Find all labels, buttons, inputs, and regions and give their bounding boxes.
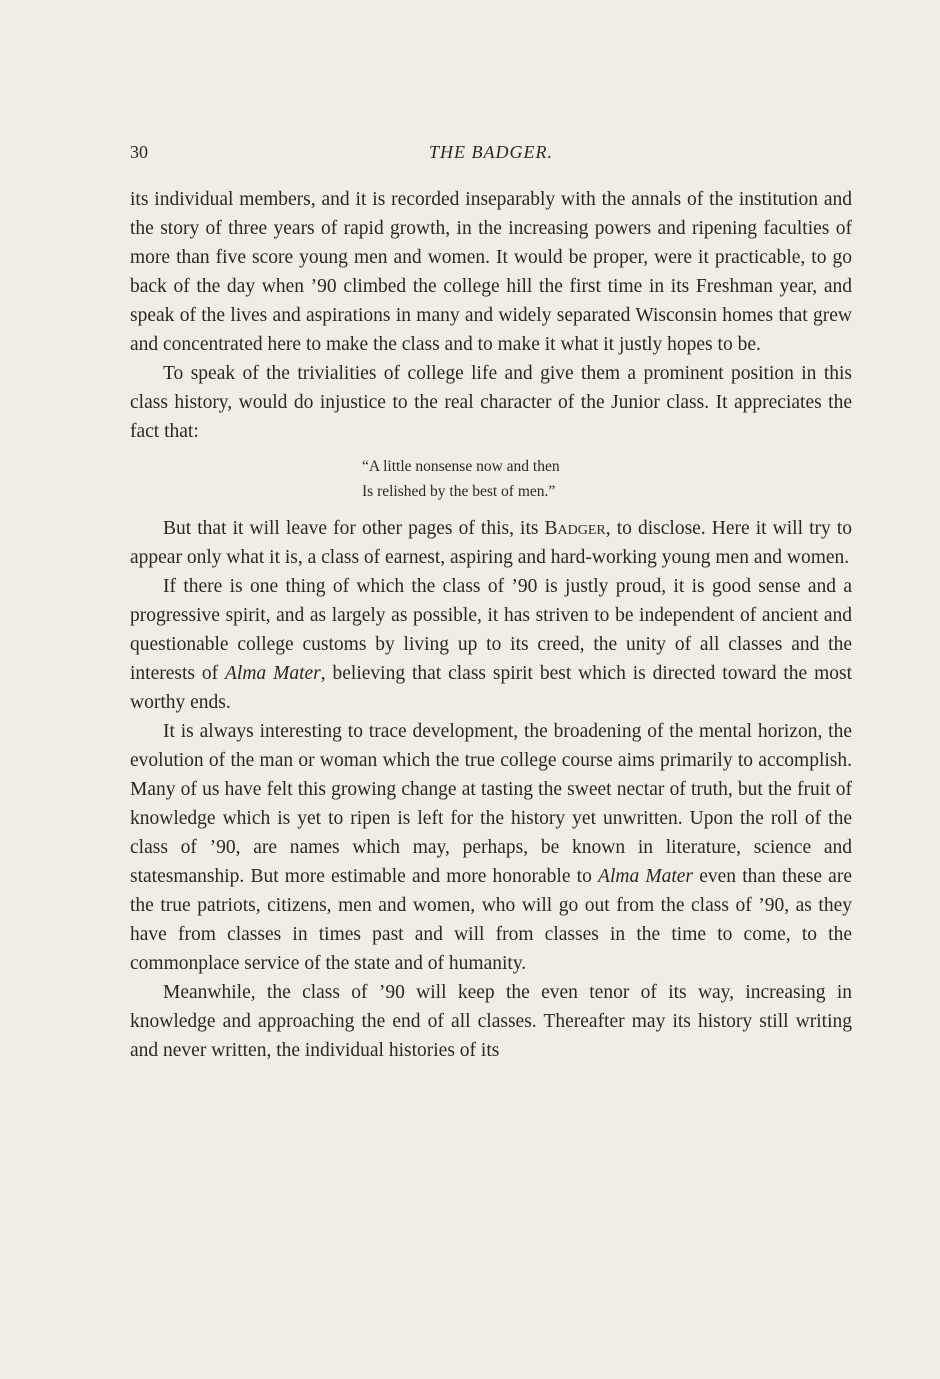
page-number: 30	[130, 142, 148, 162]
badger-title: Badger	[544, 518, 606, 539]
alma-mater-italic: Alma Mater	[225, 663, 321, 684]
paragraph-3	[130, 514, 852, 572]
paragraph-5-text-c: even than these are the true patriots, citizens, men and women, who will go out from the class of ’90, as they have from classes in times past and will from classes in the time to come, to the commonplace service of the state and of humanity.	[130, 866, 852, 974]
epigraph-line-2: Is relished by the best of men.”	[362, 483, 556, 500]
paragraph-4-text-c: , believing that class spirit best which is directed toward the most worthy ends.	[130, 663, 852, 713]
body-text	[130, 185, 852, 1065]
paragraph-4-text-a: If there is one thing of which the class of ’90 is justly proud, it is good sense and a progressive spirit, and as largely as possible, it has striven to be independent of ancient and questionable college customs by living up to its creed, the unity of all classes and the interests of	[130, 576, 852, 684]
paragraph-3-text-a: But that it will leave for other pages of this, its	[163, 518, 545, 539]
paragraph-5-text-a: It is always interesting to trace development, the broadening of the mental horizon, the evolution of the man or woman which the true college course aims primarily to accomplish. Many of us have felt this growing change at tasting the sweet nectar of truth, but the fruit of knowledge which is yet to ripen is left for the history yet unwritten. Upon the roll of the class of ’90, are names which may, perhaps, be known in literature, science and statesmanship. But more estimable and more honorable to	[130, 721, 852, 887]
paragraph-4	[130, 572, 852, 717]
paragraph-5	[130, 717, 852, 978]
running-title: THE BADGER.	[429, 142, 553, 162]
epigraph-line-1: “A little nonsense now and then	[362, 458, 560, 475]
paragraph-6: Meanwhile, the class of ’90 will keep the even tenor of its way, increasing in knowledge and approaching the end of all classes. Thereafter may its history still writing and never written, the individual histories of its	[130, 982, 852, 1061]
alma-mater-italic: Alma Mater	[598, 866, 694, 887]
page-header	[130, 142, 852, 168]
paragraph-1: its individual members, and it is recorded inseparably with the annals of the institution and the story of three years of rapid growth, in the increasing powers and ripening faculties of more than five score young men and women. It would be proper, were it practicable, to go back of the day when ’90 climbed the college hill the first time in its Freshman year, and speak of the lives and aspirations in many and widely separated Wisconsin homes that grew and concentrated here to make the class and to make it what it justly hopes to be.	[130, 189, 852, 355]
epigraph-quote	[130, 454, 852, 504]
paragraph-3-text-c: , to disclose. Here it will try to appear only what it is, a class of earnest, aspiring and hard-working young men and women.	[130, 518, 852, 568]
paragraph-2: To speak of the trivialities of college life and give them a prominent position in this class history, would do injustice to the real character of the Junior class. It appreciates the fact that:	[130, 363, 852, 442]
